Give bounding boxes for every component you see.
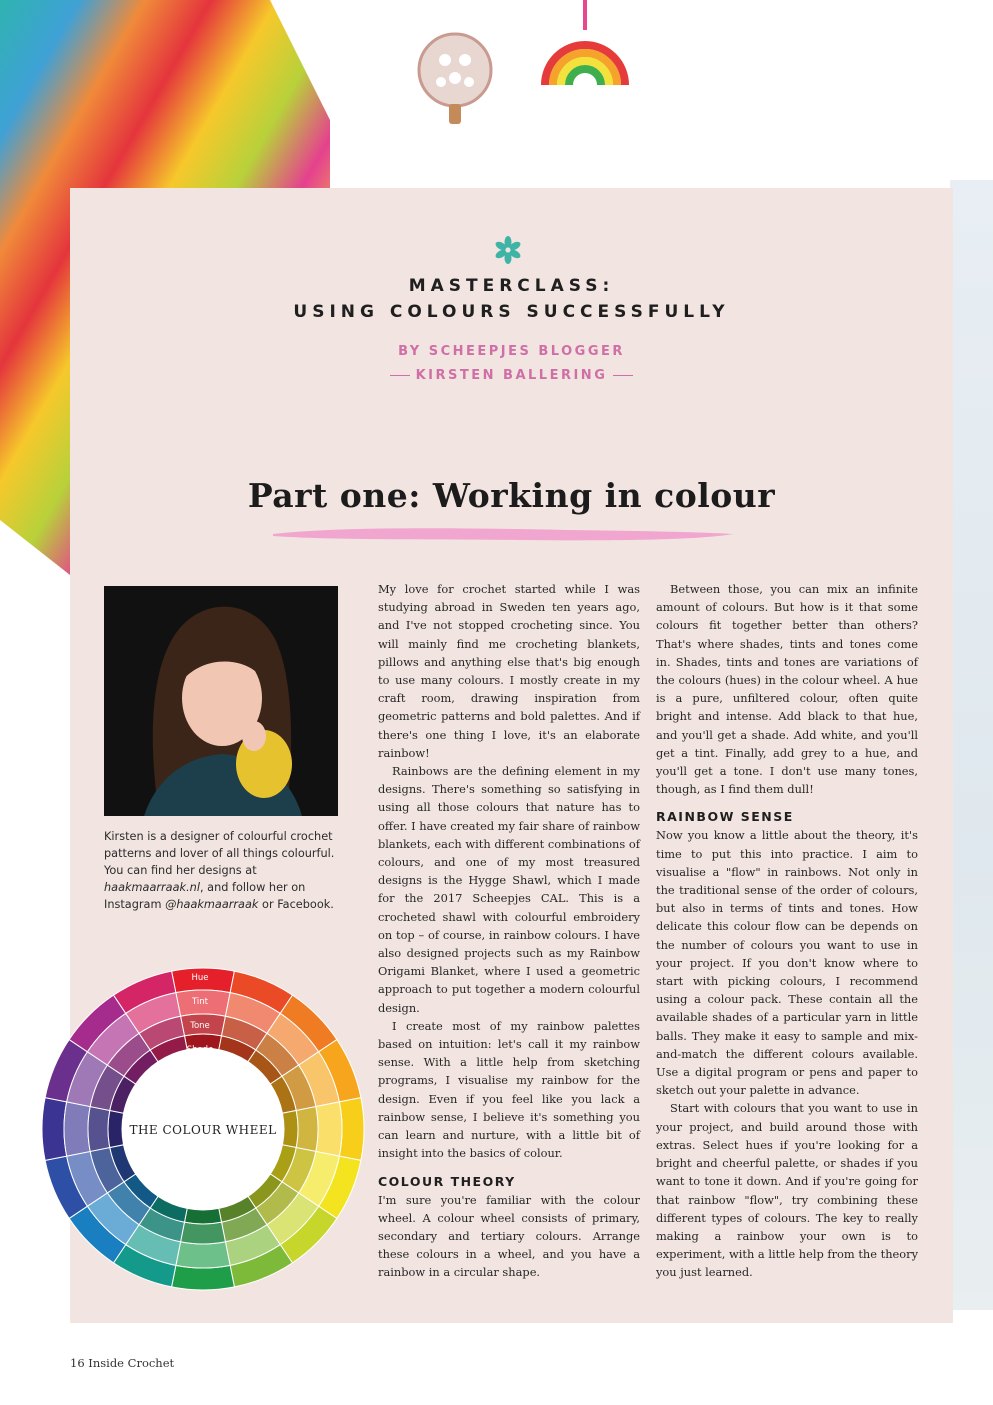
page-number: 16 — [70, 1356, 85, 1370]
wheel-segment-tint — [64, 1102, 90, 1156]
wheel-segment-shade — [108, 1110, 124, 1147]
wheel-segment-tone — [181, 1222, 226, 1244]
caption-website: haakmaarraak.nl — [104, 881, 200, 894]
paragraph: Start with colours that you want to use in your project, and build around those with extras. Select hues if you're looking for a bright and cheerful palette, or shades if you want to tone it down. And if you're going for that rainbow "flow", try combining these different types of colours. The key to really making a rainbow your own is to experiment, with a little help from the theory you just learned. — [656, 1101, 919, 1280]
wheel-segment-shade — [282, 1110, 298, 1147]
ring-label-tone: Tone — [190, 1021, 210, 1031]
wheel-segment-shade — [184, 1208, 221, 1224]
byline-author — [70, 368, 953, 383]
colour-wheel-diagram — [40, 966, 366, 1292]
paragraph: Now you know a little about the theory, it's time to put this into practice. I aim to visualise a "flow" in rainbows. Not only in the traditional sense of the order of colours, but also in terms of tints and tones. How delicate this colour flow can be depends on the number of colours you want to use in your project. If you don't know where to start with picking colours, I recommend using a colour pack. These contain all the available shades of a particular yarn in little balls. They make it easy to sample and mix-and-match the different colours available. Use a digital program or pens and paper to sketch out your palette in advance. — [656, 828, 918, 1098]
paragraph: I create most of my rainbow palettes based on intuition: let's call it my rainbow sense. With a little help from sketching programs, I visualise my rainbow for the design. Even if you feel like you lack a rainbow sense, I believe it's something you can learn and nurture, with a little bit of insight into the basics of colour. — [378, 1018, 640, 1161]
wheel-segment-tint — [176, 1242, 230, 1268]
article-column-middle — [378, 580, 640, 1282]
wheel-segment-hue — [42, 1098, 67, 1161]
background-photo-right — [950, 180, 993, 1310]
rainbow-ornament-icon — [525, 0, 645, 95]
wheel-center-label: THE COLOUR WHEEL — [129, 1123, 277, 1137]
wheel-segment-tint — [316, 1102, 342, 1156]
dash-left — [390, 375, 410, 376]
wheel-segment-hue — [339, 1098, 364, 1161]
paragraph: Rainbows are the defining element in my designs. There's something so satisfying in using all those colours that nature has to offer. I have created my fair share of rainbow blankets, each with different combinations of colours, and one of my most treasured designs is the Hygge Shawl, which I made for the 2017 Scheepjes CAL. This is a crocheted shawl with colourful embroidery on top – of course, in rainbow colours. I have also designed projects such as my Rainbow Origami Blanket, where I used a geometric approach to put together a modern colourful design. — [378, 764, 640, 1015]
ring-label-tint: Tint — [191, 997, 209, 1007]
author-photo — [104, 586, 338, 816]
author-caption — [104, 828, 342, 913]
author-name: KIRSTEN BALLERING — [415, 368, 608, 383]
caption-instagram: @haakmaarraak — [165, 898, 259, 911]
tape-measure-icon — [415, 20, 495, 130]
article-column-right — [656, 580, 918, 1282]
dash-right — [613, 375, 633, 376]
ring-label-shade: Shade — [186, 1045, 214, 1055]
page-footer — [70, 1356, 174, 1370]
ring-label-hue: Hue — [191, 973, 209, 983]
wheel-segment-tone — [296, 1107, 318, 1152]
pink-brush-underline — [268, 522, 738, 544]
wheel-segment-hue — [172, 1265, 235, 1290]
flower-icon — [493, 235, 523, 265]
paragraph: I'm sure you're familiar with the colour wheel. A colour wheel consists of primary, secondary and tertiary colours. Arrange these colours in a wheel, and you have a rainbow in a circular shape. — [378, 1192, 640, 1280]
caption-text-1: Kirsten is a designer of colourful crochet patterns and lover of all things colourful. You can find her designs at — [104, 830, 335, 877]
section-heading-colour-theory: COLOUR THEORY — [378, 1173, 516, 1189]
paragraph: My love for crochet started while I was studying abroad in Sweden ten years ago, and I've not stopped crocheting since. You will mainly find me crocheting blankets, pillows and anything else that's big enough to use many colours. I mostly create in my craft room, drawing inspiration from geometric patterns and bold palettes. And if there's one thing I love, it's an elaborate rainbow! — [378, 582, 640, 760]
masterclass-heading: MASTERCLASS: — [408, 276, 615, 296]
masterclass-subheading: USING COLOURS SUCCESSFULLY — [293, 302, 730, 322]
section-heading-rainbow-sense: RAINBOW SENSE — [656, 809, 794, 825]
byline-role: BY SCHEEPJES BLOGGER — [398, 344, 625, 359]
caption-text-3: or Facebook. — [258, 898, 334, 911]
article-title: Part one: Working in colour — [247, 476, 776, 515]
publication-name: Inside Crochet — [88, 1356, 175, 1370]
paragraph: Between those, you can mix an infinite amount of colours. But how is it that some colours fit together better than others? That's where shades, tints and tones come in. Shades, tints and tones are variations of the colours (hues) in the colour wheel. A hue is a pure, unfiltered colour, often quite bright and intense. Add black to that hue, and you'll get a shade. Add white, and you'll get a tint. Finally, add grey to a hue, and you'll get a tone. I don't use many tones, though, as I find them dull! — [656, 582, 918, 797]
wheel-segment-tone — [88, 1107, 110, 1152]
caption-text-2: , and follow her on Instagram — [104, 881, 306, 911]
